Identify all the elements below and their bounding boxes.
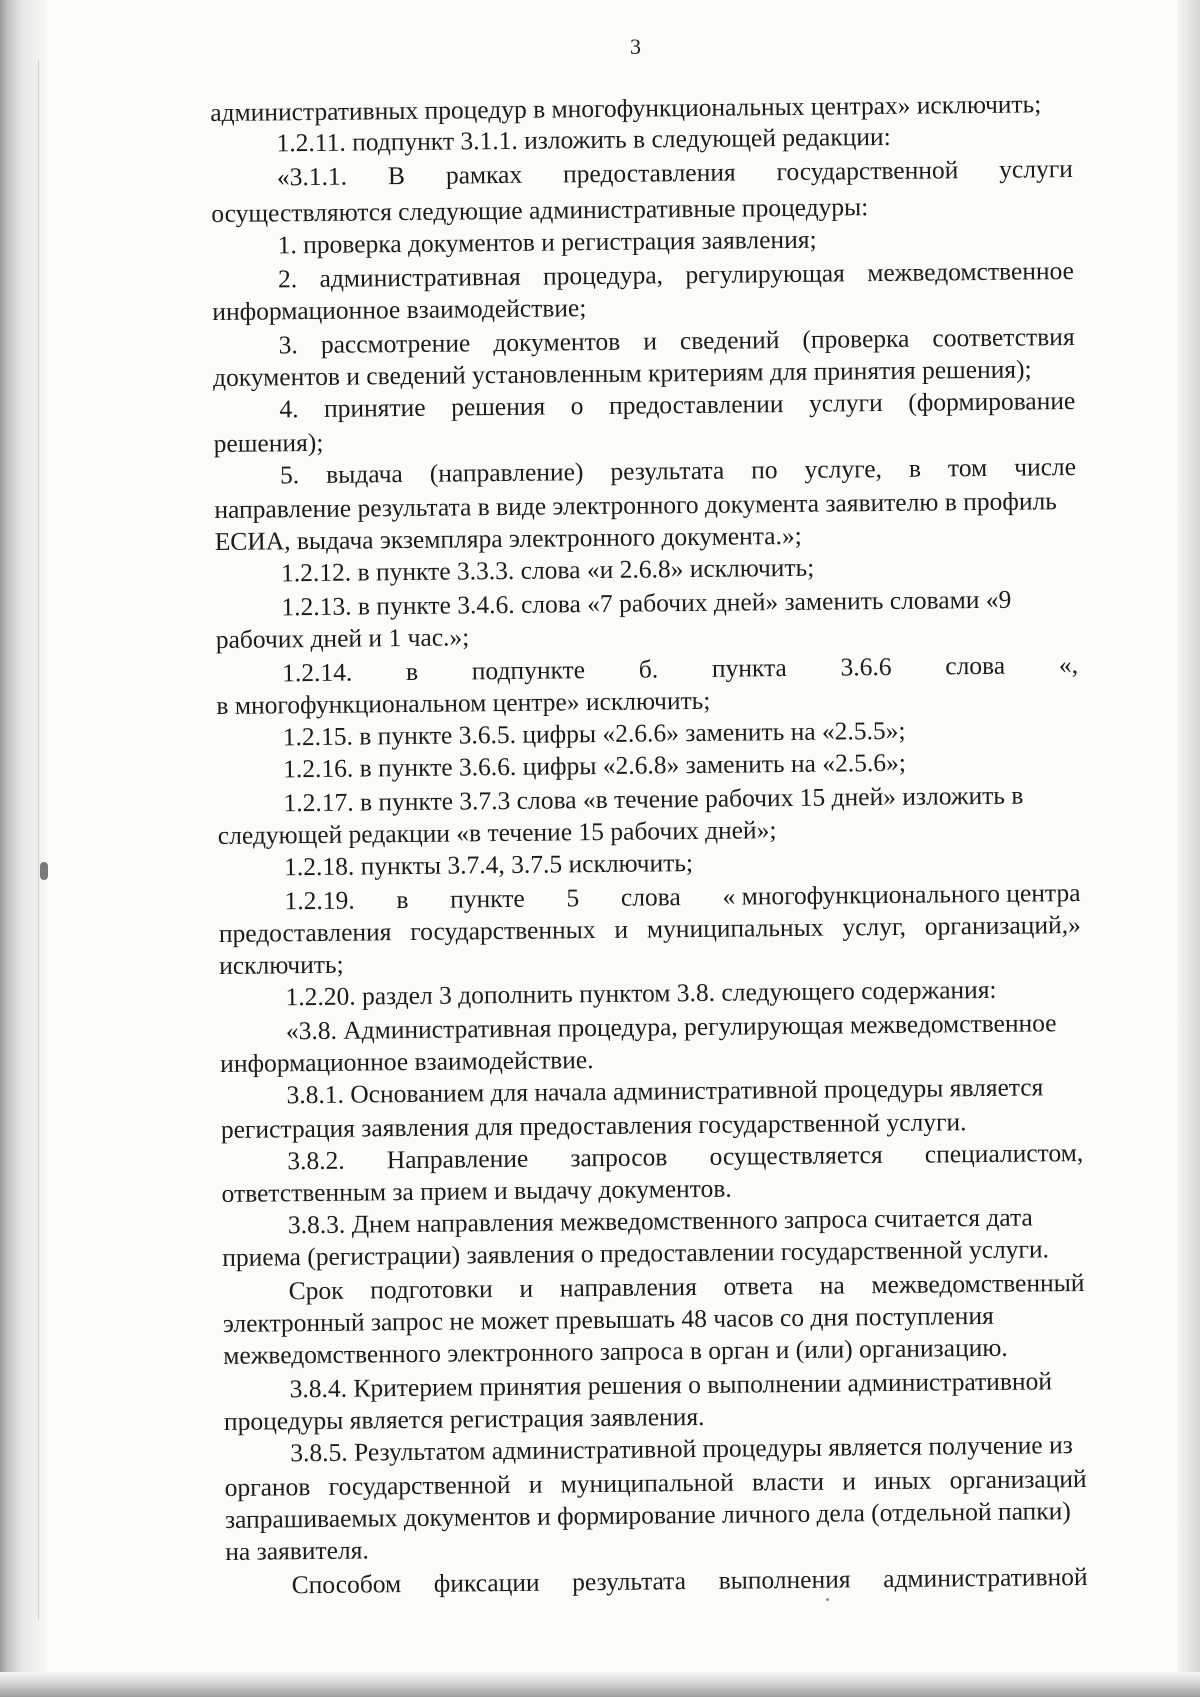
text-line: 1.2.12. в пункте 3.3.3. слова «и 2.6.8» исключить;: [280, 552, 815, 588]
text-line: ответственным за прием и выдачу документов.: [221, 1173, 732, 1208]
text-line: направление результата в виде электронного документа заявителю в профиль: [214, 486, 1058, 525]
page-number: 3: [630, 34, 641, 59]
text-line: 1.2.15. в пункте 3.6.5. цифры «2.6.6» заменить на «2.5.5»;: [282, 715, 906, 752]
text-line: регистрация заявления для предоставления государственной услуги.: [220, 1107, 967, 1144]
text-line: 1.2.11. подпункт 3.1.1. изложить в следующей редакции:: [276, 121, 891, 158]
text-line: 1.2.16. в пункте 3.6.6. цифры «2.6.8» заменить на «2.5.6»;: [282, 747, 907, 784]
text-line: решения);: [213, 427, 324, 459]
text-line: предоставления государственных и муниципальных услуг, организаций,»: [218, 909, 1081, 948]
text-line: 5. выдача (направление) результата по услуге, в том числе: [279, 451, 1077, 490]
text-line: исключить;: [219, 949, 344, 980]
text-line: 3.8.4. Критерием принятия решения о выполнении административной: [289, 1366, 1053, 1404]
text-line: Срок подготовки и направления ответа на межведомственный: [288, 1267, 1085, 1306]
text-line: 3.8.2. Направление запросов осуществляется специалистом,: [287, 1137, 1084, 1176]
text-line: межведомственного электронного запроса в орган и (или) организацию.: [223, 1332, 1008, 1370]
text-line: 1. проверка документов и регистрация заявления;: [277, 224, 817, 260]
text-line: ЕСИА, выдача экземпляра электронного документа.»;: [214, 520, 802, 557]
text-line: административных процедур в многофункциональных центрах» исключить;: [210, 89, 1042, 128]
text-line: осуществляются следующие административные процедуры:: [211, 192, 869, 229]
text-line: 3.8.5. Результатом административной процедуры является получение из: [290, 1430, 1073, 1468]
text-line: документов и сведений установленным критериям для принятия решения);: [212, 354, 1032, 393]
text-line: на заявителя.: [225, 1535, 369, 1566]
text-line: в многофункциональном центре» исключить;: [216, 685, 711, 721]
text-line: электронный запрос не может превышать 48 часов со дня поступления: [222, 1300, 994, 1338]
text-line: 1.2.19. в пункте 5 слова « многофункционального центра: [284, 877, 1081, 916]
text-line: рабочих дней и 1 час.»;: [215, 622, 470, 655]
text-line: информационное взаимодействие.: [220, 1045, 594, 1078]
text-line: 3. рассмотрение документов и сведений (проверка соответствия: [278, 322, 1075, 360]
text-line: 1.2.17. в пункте 3.7.3 слова «в течение рабочих 15 дней» изложить в: [283, 780, 1024, 818]
text-line: органов государственной и муниципальной власти и иных организаций: [224, 1463, 1087, 1502]
text-line: 1.2.13. в пункте 3.4.6. слова «7 рабочих дней» заменить словами «9: [281, 584, 1012, 622]
text-line: Способом фиксации результата выполнения административной: [291, 1561, 1088, 1600]
text-line: 1.2.18. пункты 3.7.4, 3.7.5 исключить;: [284, 848, 694, 882]
text-line: процедуры является регистрация заявления.: [223, 1401, 705, 1436]
text-line: 3.8.3. Днем направления межведомственного запроса считается дата: [287, 1202, 1033, 1240]
text-line: информационное взаимодействие;: [212, 293, 587, 327]
text-line: следующей редакции «в течение 15 рабочих дней»;: [217, 815, 777, 851]
text-line: «3.8. Административная процедура, регулирующая межведомственное: [285, 1008, 1057, 1046]
text-line: 1.2.14. в подпункте б. пункта 3.6.6 слова «,: [281, 649, 1079, 688]
text-line: 3.8.1. Основанием для начала административной процедуры является: [286, 1072, 1044, 1110]
text-line: приема (регистрации) заявления о предоставлении государственной услуги.: [222, 1234, 1050, 1272]
text-line: «3.1.1. В рамках предоставления государственной услуги: [276, 154, 1074, 192]
text-line: 2. административная процедура, регулирующая межведомственное: [277, 256, 1075, 294]
text-line: запрашиваемых документов и формирование личного дела (отдельной папки): [224, 1496, 1071, 1534]
text-line: 4. принятие решения о предоставлении услуги (формирование: [279, 385, 1076, 424]
text-line: 1.2.20. раздел 3 дополнить пунктом 3.8. следующего содержания:: [285, 974, 997, 1012]
